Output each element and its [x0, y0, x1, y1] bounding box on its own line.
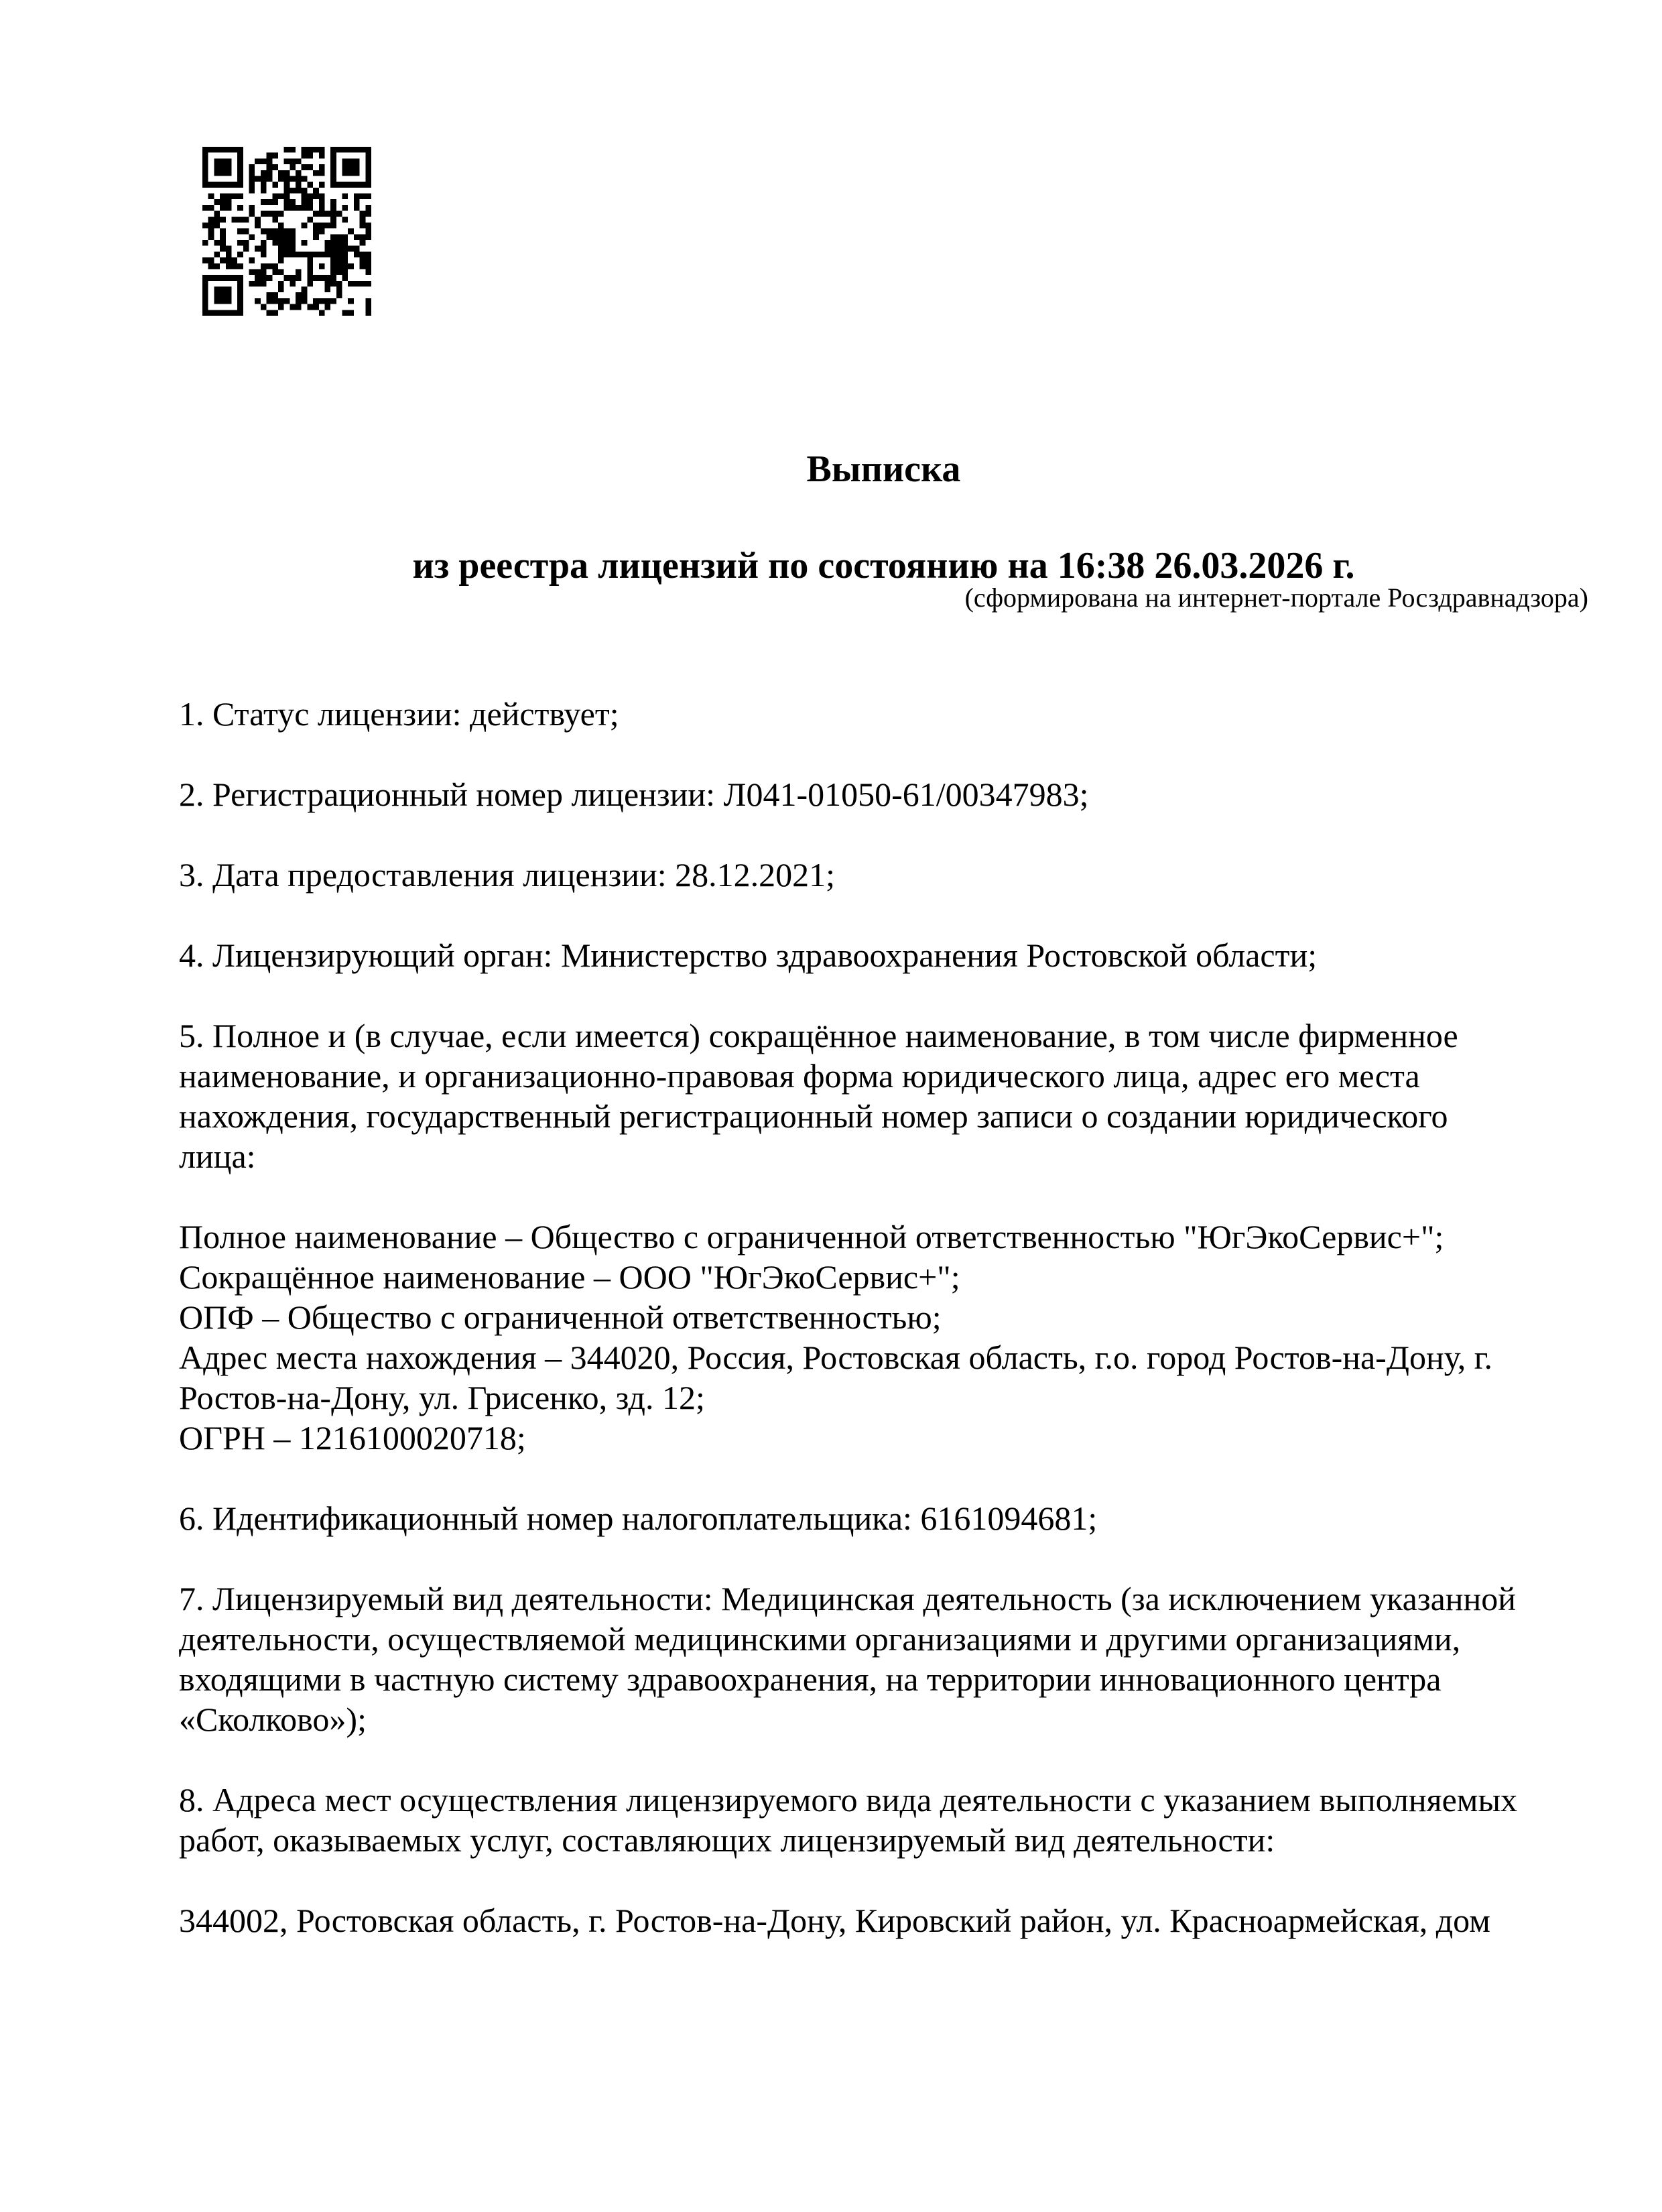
field-org-info-heading: 5. Полное и (в случае, если имеется) сокращённое наименование, в том числе фирменное наименование, и организационно-правовая форма юридического лица, адрес его места нахождения, государственный регистрационный номер записи о создании юридического лица: — [179, 1017, 1458, 1175]
field-full-name: Полное наименование – Общество с ограниченной ответственностью "ЮгЭкоСервис+"; — [179, 1218, 1444, 1255]
field-registration-number: 2. Регистрационный номер лицензии: Л041-01050-61/00347983; — [179, 776, 1089, 813]
field-licensing-authority: 4. Лицензирующий орган: Министерство здравоохранения Ростовской области; — [179, 936, 1318, 974]
document-title — [179, 445, 1588, 590]
field-legal-address: Адрес места нахождения – 344020, Россия, Ростовская область, г.о. город Ростов-на-Дону, г. Ростов-на-Дону, ул. Грисенко, зд. 12; — [179, 1339, 1493, 1416]
field-license-grant-date: 3. Дата предоставления лицензии: 28.12.2021; — [179, 856, 836, 894]
field-ogrn: ОГРН – 1216100020718; — [179, 1419, 526, 1457]
field-activity-addresses-heading: 8. Адреса мест осуществления лицензируемого вида деятельности с указанием выполняемых работ, оказываемых услуг, составляющих лицензируемый вид деятельности: — [179, 1781, 1518, 1859]
title-line1: Выписка — [806, 448, 961, 490]
field-short-name: Сокращённое наименование – ООО "ЮгЭкоСервис+"; — [179, 1258, 960, 1296]
field-license-status: 1. Статус лицензии: действует; — [179, 695, 619, 733]
document-subtitle: (сформирована на интернет-портале Росздравнадзора) — [964, 582, 1588, 613]
field-opf: ОПФ – Общество с ограниченной ответственностью; — [179, 1298, 942, 1336]
field-activity-type: 7. Лицензируемый вид деятельности: Медицинская деятельность (за исключением указанной деятельности, осуществляемой медицинскими организациями и другими организациями, входящими в частную систему здравоохранения, на территории инновационного центра «Сколково»); — [179, 1580, 1517, 1738]
qr-code-icon — [202, 147, 371, 316]
field-inn: 6. Идентификационный номер налогоплательщика: 6161094681; — [179, 1499, 1098, 1537]
title-line2: из реестра лицензий по состоянию на 16:38 26.03.2026 г. — [412, 545, 1355, 587]
qr-modules — [202, 147, 371, 316]
field-activity-address: 344002, Ростовская область, г. Ростов-на-Дону, Кировский район, ул. Красноармейская, дом — [179, 1902, 1490, 1939]
document-body — [179, 694, 1526, 1941]
